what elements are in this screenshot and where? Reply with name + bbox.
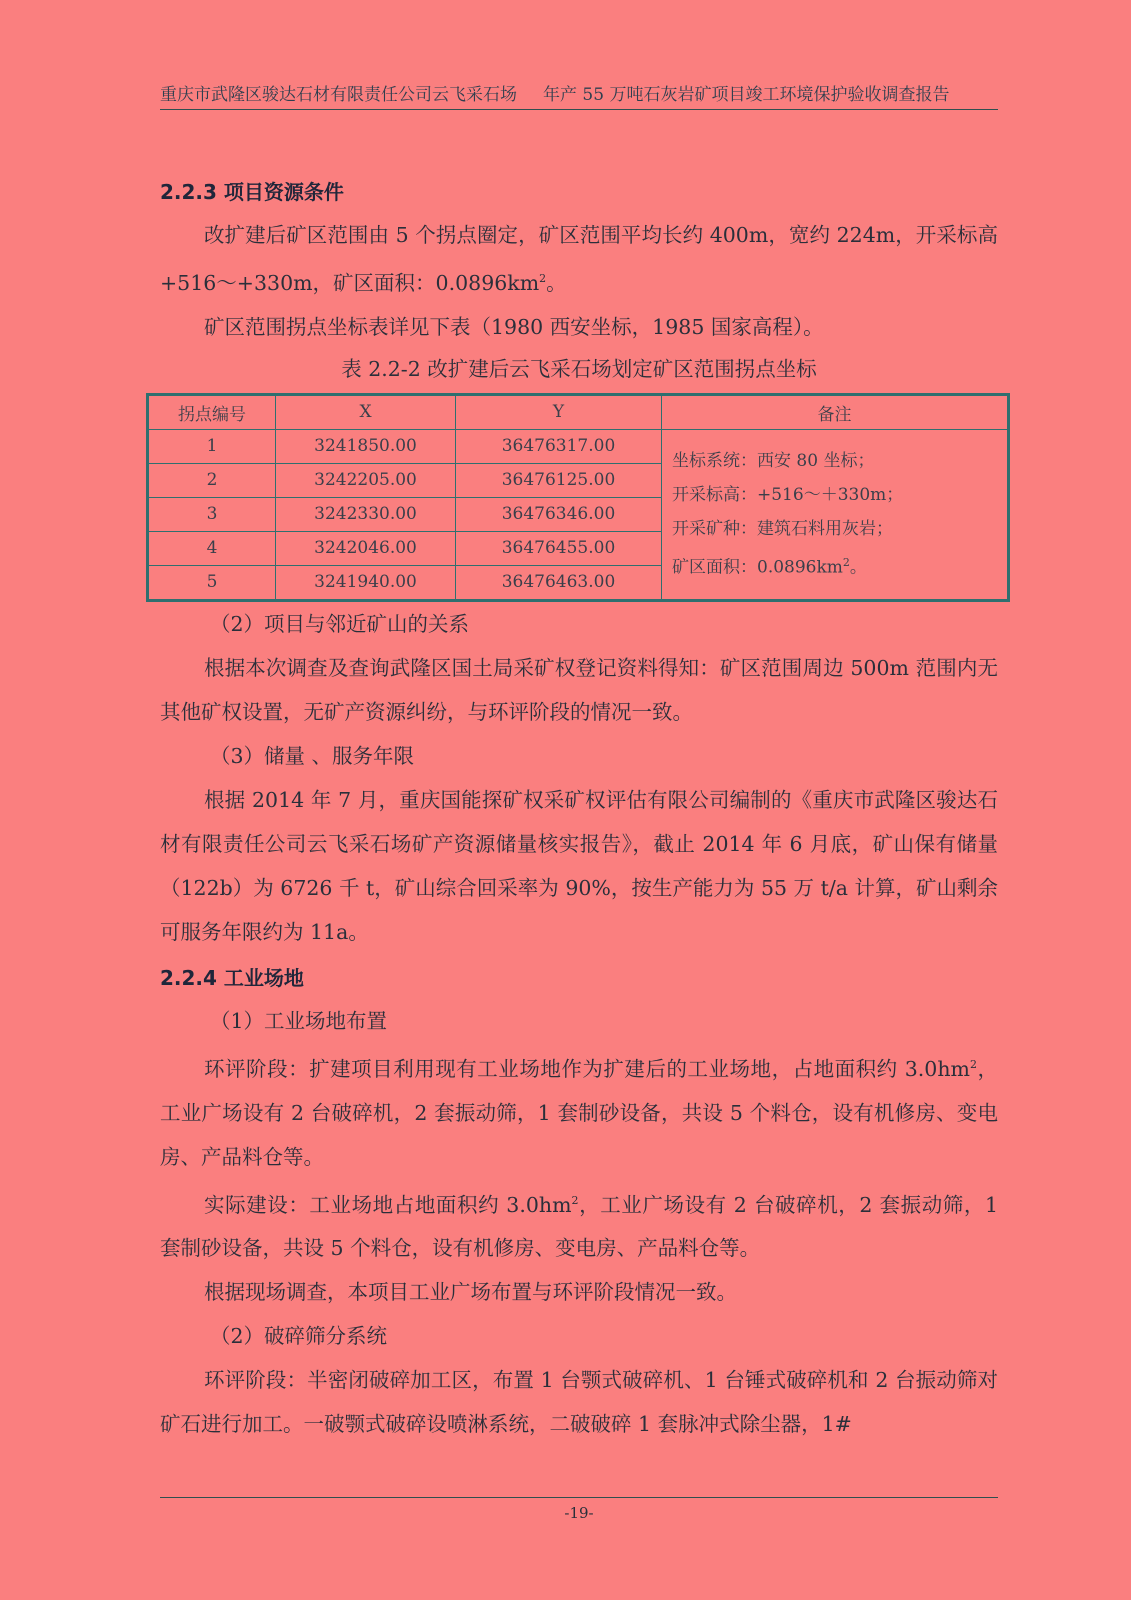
table-cell: 3242205.00 [276, 463, 456, 497]
table-row [148, 429, 1009, 463]
table-cell: 3241940.00 [276, 565, 456, 600]
layout-title: （1）工业场地布置 [210, 1008, 388, 1033]
table-header-cell: X [276, 394, 456, 429]
table-cell: 36476125.00 [456, 463, 662, 497]
table-cell: 36476346.00 [456, 497, 662, 531]
table-cell: 1 [148, 429, 276, 463]
eia-paragraph: 环评阶段：扩建项目利用现有工业场地作为扩建后的工业场地，占地面积约 $3.0hm^2$，工业广场设有 2 台破碎机，2 套振动筛，1 套制砂设备，共设 5 个料仓，设有机修房、变电房、产品料仓等。 [160, 1056, 999, 1169]
neighbor-paragraph: 根据本次调查及查询武隆区国土局采矿权登记资料得知：矿区范围周边 500m 范围内无其他矿权设置，无矿产资源纠纷，与环评阶段的情况一致。 [160, 655, 998, 724]
resource-paragraph: 改扩建后矿区范围由 5 个拐点圈定，矿区范围平均长约 400m，宽约 224m，开采标高+516～+330m，矿区面积：$0.0896km^2$。 [160, 223, 998, 295]
crush-title: （2）破碎筛分系统 [210, 1324, 388, 1349]
page-footer [160, 1497, 998, 1522]
table-header-row [148, 394, 1009, 429]
table-header-cell: 拐点编号 [148, 394, 276, 429]
table-cell: 36476463.00 [456, 565, 662, 600]
table-cell: 3 [148, 497, 276, 531]
table-cell: 36476317.00 [456, 429, 662, 463]
table-cell: 5 [148, 565, 276, 600]
header-report-title: 年产 55 万吨石灰岩矿项目竣工环境保护验收调查报告 [543, 85, 950, 105]
coordinate-table [146, 393, 1010, 602]
section-title-2-2-4: 2.2.4 工业场地 [160, 965, 304, 990]
main-content [160, 168, 998, 1446]
table-cell: 3242046.00 [276, 531, 456, 565]
neighbor-title: （2）项目与邻近矿山的关系 [210, 611, 470, 636]
page-header [160, 80, 998, 110]
table-cell: 4 [148, 531, 276, 565]
reserve-title: （3）储量 、服务年限 [210, 743, 415, 768]
table-cell: 2 [148, 463, 276, 497]
crush-paragraph: 环评阶段：半密闭破碎加工区，布置 1 台颚式破碎机、1 台锤式破碎机和 2 台振动筛对矿石进行加工。一破颚式破碎设喷淋系统，二破破碎 1 套脉冲式除尘器，1# [160, 1368, 998, 1437]
section-title-2-2-3: 2.2.3 项目资源条件 [160, 180, 344, 204]
table-cell: 36476455.00 [456, 531, 662, 565]
table-cell: 3242330.00 [276, 497, 456, 531]
page-number: -19- [564, 1504, 594, 1522]
table-header-cell: Y [456, 394, 662, 429]
actual-paragraph: 实际建设：工业场地占地面积约 $3.0hm^2$，工业广场设有 2 台破碎机，2 套振动筛，1 套制砂设备，共设 5 个料仓，设有机修房、变电房、产品料仓等。 [160, 1192, 998, 1261]
reserve-paragraph: 根据 2014 年 7 月，重庆国能探矿权采矿权评估有限公司编制的《重庆市武隆区骏达石材有限责任公司云飞采石场矿产资源储量核实报告》，截止 2014 年 6 月底，矿山保有储量（122b）为 6726 千 t，矿山综合回采率为 90%，按生产能力为 55 万 t/a 计算，矿山剩余可服务年限约为 11a。 [160, 787, 998, 944]
table-header-cell: 备注 [662, 394, 1009, 429]
table-caption: 表 2.2-2 改扩建后云飞采石场划定矿区范围拐点坐标 [341, 356, 817, 381]
coordinate-intro-paragraph: 矿区范围拐点坐标表详见下表（1980 西安坐标，1985 国家高程）。 [204, 314, 824, 339]
survey-paragraph: 根据现场调查，本项目工业广场布置与环评阶段情况一致。 [204, 1280, 737, 1305]
header-company: 重庆市武隆区骏达石材有限责任公司云飞采石场 [160, 85, 517, 105]
table-cell: 3241850.00 [276, 429, 456, 463]
remark-cell: 坐标系统：西安 80 坐标； 开采标高：+516～＋330m； 开采矿种：建筑石料用灰岩； 矿区面积：$0.0896km^2$。 [662, 429, 1009, 600]
